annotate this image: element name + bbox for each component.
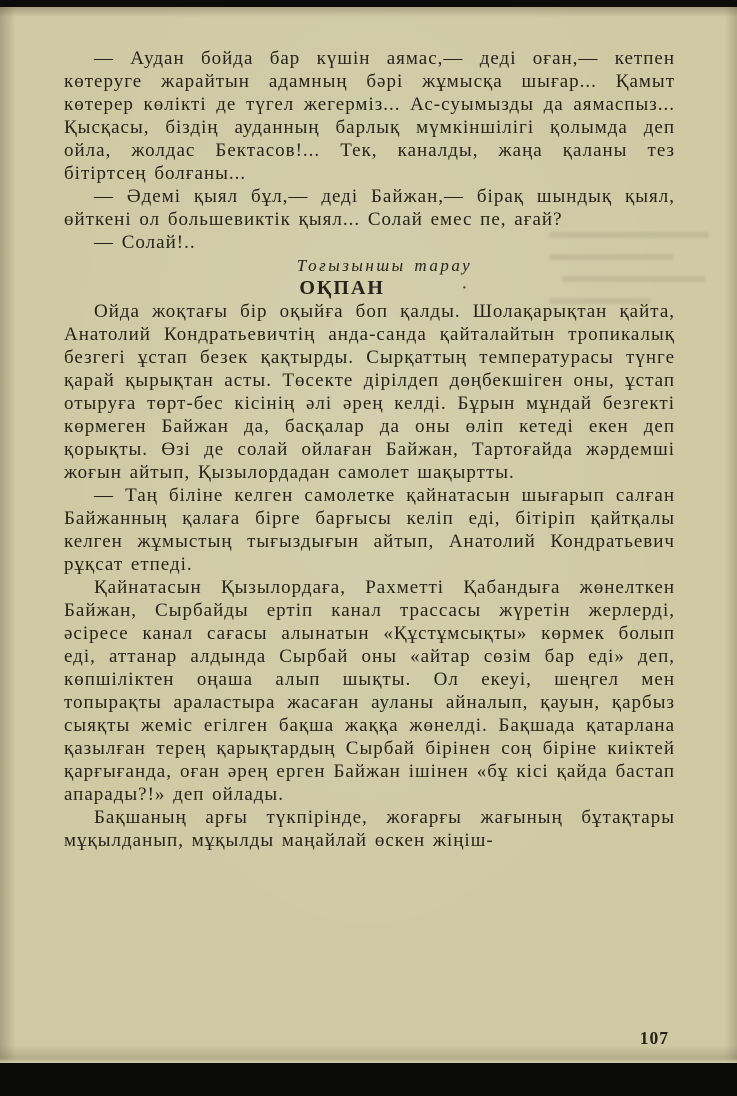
chapter-heading: Тоғызыншы тарау (296, 256, 473, 275)
title-dot-mark: · (460, 277, 470, 299)
body-paragraph: Ойда жоқтағы бір оқыйға боп қалды. Шолақарықтан қайта, Анатолий Кондратьевичтің анда-санда қайталайтын тропикалық безгегі ұстап безек қақтырды. Сырқаттың температурасы түнге қарай қырықтан асты. Төсекте дірілдеп дөңбекшіген оны, ұстап отыруға төрт-бес кісінің әлі әрең келді. Бұрын мұндай безгекті көрмеген Байжан да, басқалар да оны өліп кетеді екен деп қорықты. Өзі де солай ойлаған Байжан, Тартоғайда жәрдемші жоғын айтып, Қызылордадан самолет шақыртты. (64, 301, 675, 483)
dialogue-paragraph: — Әдемі қыял бұл,— деді Байжан,— бірақ шындық қыял, өйткені ол большевиктік қыял... Солай емес пе, ағай? (64, 186, 675, 230)
body-paragraph: — Таң біліне келген самолетке қайнатасын шығарып салған Байжанның қалаға бірге барғысы келіп еді, бітіріп қайтқалы келген жұмыстың тығыздығын айтып, Анатолий Кондратьевич рұқсат етпеді. (64, 485, 675, 575)
dialogue-paragraph: — Солай!.. (94, 232, 196, 253)
chapter-title-text: ОҚПАН (299, 277, 385, 299)
text-column (64, 47, 675, 852)
dialogue-paragraph: — Аудан бойда бар күшін аямас,— деді оған,— кетпен көтеруге жарайтын адамның бәрі жұмысқа шығар... Қамыт көтерер көлікті де түгел жегерміз... Ас-суымызды да аямаспыз... Қысқасы, біздің ауданның барлық мүмкіншілігі қолымда деп ойла, жолдас Бектасов!... Тек, каналды, жаңа қаланы тез бітіртсең болғаны... (64, 48, 675, 184)
paper-bottom-edge-highlight (0, 1058, 737, 1063)
body-paragraph: Қайнатасын Қызылордаға, Рахметті Қабандыға жөнелткен Байжан, Сырбайды ертіп канал трассасы жүретін жерлерді, әсіресе канал сағасы алынатын «Құстұмсықты» көрмек болып еді, аттанар алдында Сырбай оны «айтар сөзім бар еді» деп, көпшіліктен оңаша алып шықты. Ол екеуі, шеңгел мен топырақты араластыра жасаған ауланы айналып, қауын, қарбыз сыяқты жеміс егілген бақша жаққа жөнелді. Бақшада қатарлана қазылған терең қарықтардың Сырбай бірінен соң біріне киіктей қарғығанда, оған әрең ерген Байжан ішінен «бұ кісі қайда бастап апарады?!» деп ойлады. (64, 577, 675, 805)
page-number: 107 (639, 1028, 669, 1048)
paper-sheet (0, 7, 737, 1063)
body-paragraph: Бақшаның арғы түкпірінде, жоғарғы жағының бұтақтары мұқылданып, мұқылды маңайлай өскен жіңіш- (64, 807, 675, 851)
chapter-title (64, 277, 675, 300)
